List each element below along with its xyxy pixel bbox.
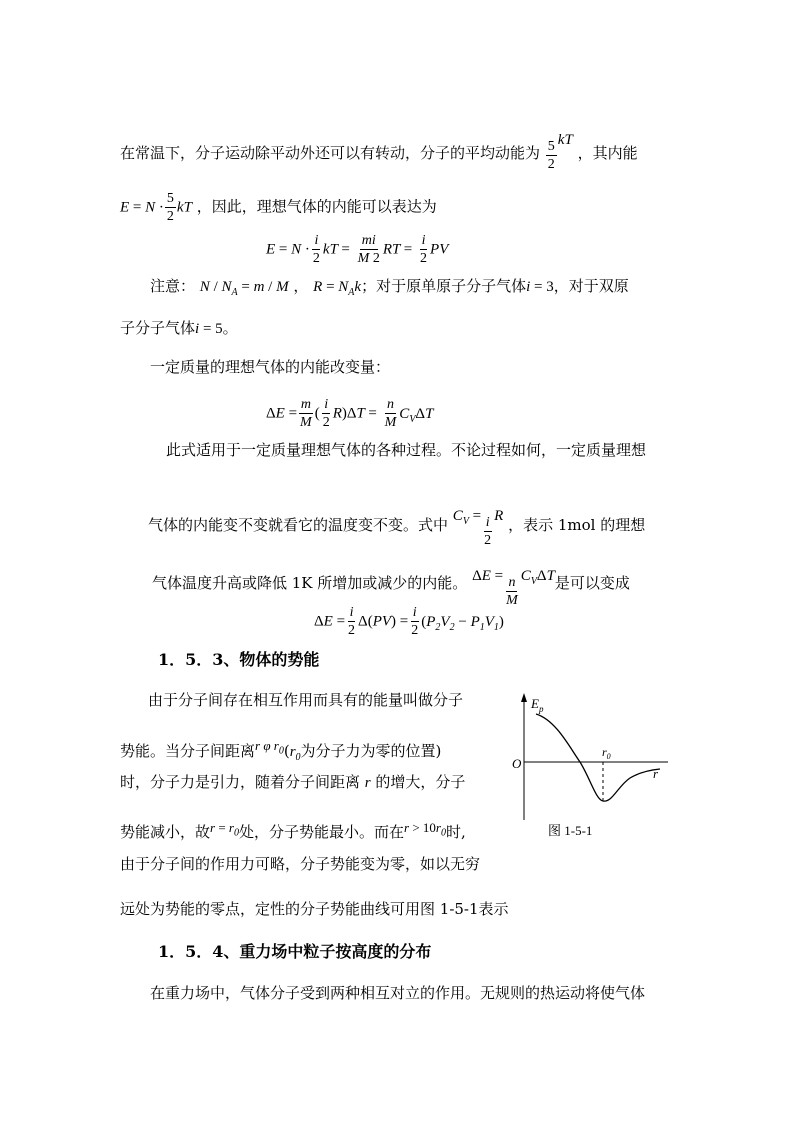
paragraph-line xyxy=(120,854,480,874)
paragraph-line: 注意： $N / N_A = m / M$ ， $R = N_Ak$；对于原单原子分子气体i = 3，对于双原 xyxy=(150,277,629,298)
text: 势能减小，故 xyxy=(120,823,211,841)
text: 处，分子势能最小。而在 xyxy=(238,823,404,841)
text: ；对于原单原子分子气体 xyxy=(361,277,527,295)
paragraph-line xyxy=(120,899,509,919)
paragraph-line: E = N · $\frac{5}{2}$ kT ，因此，理想气体的内能可以表达为 xyxy=(120,191,437,224)
paragraph-line: 在常温下，分子运动除平动外还可以有转动，分子的平均动能为 $\frac{5}{2}$ kT ，其内能 xyxy=(120,132,638,172)
formula-five-halves-kT: $\frac{5}{2}$ xyxy=(547,139,555,172)
formula-display: ΔE = $\frac{m}{M}$ ( $\frac{i}{2}$ R)ΔT = $\frac{n}{M}$ $C_V\Delta T$ xyxy=(266,397,434,430)
text: 。 xyxy=(222,319,238,337)
paragraph-line: 气体的内能变不变就看它的温度变不变。式中 $C_V$ = $\frac{i}{2}$ R ，表示 1mol 的理想 xyxy=(148,508,646,548)
text: 气体的内能变不变就看它的温度变不变。式中 xyxy=(148,516,449,534)
text: 的增大，分子 xyxy=(375,773,466,791)
r0-label: $r_0$ xyxy=(602,745,611,761)
text: 由于分子间存在相互作用而具有的能量叫做分子 xyxy=(148,691,464,709)
text: ，表示 1mol 的理想 xyxy=(508,516,646,534)
text: 在重力场中，气体分子受到两种相互对立的作用。无规则的热运动将使气体 xyxy=(150,984,646,1002)
text: 时，分子力是引力，随着分子间距离 xyxy=(120,773,361,791)
text: 时, xyxy=(445,823,466,841)
y-axis-arrow xyxy=(521,693,527,702)
figure-caption: 图 1-5-1 xyxy=(548,823,593,838)
paragraph-line: 时，分子力是引力，随着分子间距离 r 的增大，分子 xyxy=(120,773,466,791)
formula-internal-energy: E = N · xyxy=(120,199,164,216)
formula-display: E = N · $\frac{i}{2}$ kT = $\frac{mi}{M 2}$ RT = $\frac{i}{2}$ PV xyxy=(266,233,449,266)
paragraph-line xyxy=(148,690,463,710)
y-axis-label: $E_p$ xyxy=(531,696,544,714)
text: 此式适用于一定质量理想气体的各种过程。不论过程如何，一定质量理想 xyxy=(166,441,647,459)
text: 势能。当分子间距离 xyxy=(120,742,256,760)
text: 一定质量的理想气体的内能改变量： xyxy=(150,358,391,376)
potential-curve xyxy=(536,714,660,801)
section-heading: 1．5．4、重力场中粒子按高度的分布 xyxy=(158,942,432,961)
text: ，对于双原 xyxy=(553,277,629,295)
paragraph-line xyxy=(150,983,645,1003)
text: 为分子力为零的位置) xyxy=(300,742,442,760)
paragraph-line: 势能。当分子间距离r φ $r_0(r_0$为分子力为零的位置) xyxy=(120,738,442,763)
text: ，因此，理想气体的内能可以表达为 xyxy=(196,197,437,216)
formula-display: ΔE = $\frac{i}{2}$ Δ(PV) = $\frac{i}{2}$ $(P_2V_2 - P_1V_1)$ xyxy=(314,605,504,638)
x-axis-label: r xyxy=(653,766,659,781)
paragraph-line xyxy=(166,440,646,460)
text: 子分子气体 xyxy=(120,319,196,337)
paragraph-line xyxy=(150,357,390,377)
text: 注意： xyxy=(150,277,196,295)
text: 是可以变成 xyxy=(554,574,630,592)
paragraph-line: 子分子气体i = 5。 xyxy=(120,319,238,337)
text: 远处为势能的零点，定性的分子势能曲线可用图 1-5-1表示 xyxy=(120,900,509,918)
paragraph-line: 气体温度升高或降低 1K 所增加或减少的内能。 ΔE = $\frac{n}{M}$ $C_V\Delta T$是可以变成 xyxy=(152,568,630,608)
text: ，其内能 xyxy=(577,144,638,162)
text: 气体温度升高或降低 1K 所增加或减少的内能。 xyxy=(152,574,468,592)
text: 在常温下，分子运动除平动外还可以有转动，分子的平均动能为 xyxy=(120,144,541,162)
section-heading: 1．5．3、物体的势能 xyxy=(158,650,320,669)
text: 由于分子间的作用力可略，分子势能变为零，如以无穷 xyxy=(120,855,481,873)
origin-label: O xyxy=(512,756,522,771)
potential-energy-figure xyxy=(508,690,678,840)
paragraph-line: 势能减小，故$r = r_0$处，分子势能最小。而在$r > 10r_0$时, xyxy=(120,820,466,841)
